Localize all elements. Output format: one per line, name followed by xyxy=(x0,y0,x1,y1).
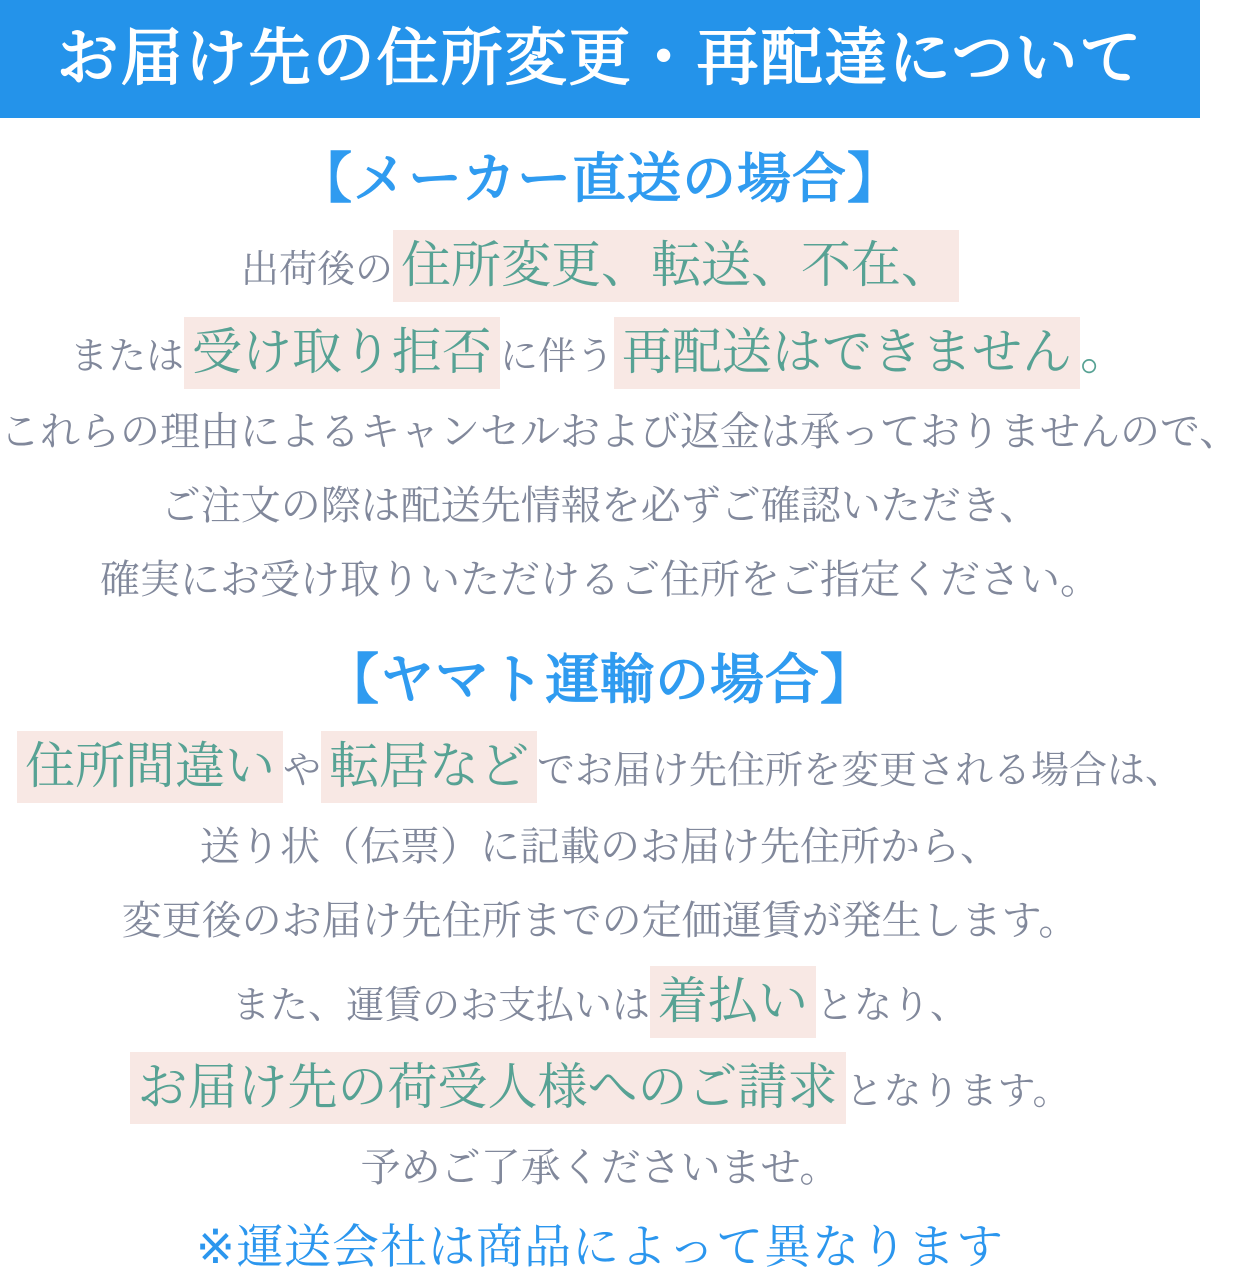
text-segment: となり、 xyxy=(816,984,969,1027)
text-segment: や xyxy=(282,750,321,793)
text-line xyxy=(0,896,1200,946)
text-segment: 変更後のお届け先住所までの定価運賃が発生します。 xyxy=(121,898,1079,943)
title-banner xyxy=(0,0,1200,118)
text-line xyxy=(0,407,1239,457)
text-segment: 予めご了承くださいませ。 xyxy=(360,1145,840,1190)
notice-content xyxy=(0,118,1239,1275)
text-segment: に伴う xyxy=(500,335,615,378)
section-heading-yamato: 【ヤマト運輸の場合】 xyxy=(325,650,875,711)
text-segment: または xyxy=(69,335,184,378)
highlight-segment: 転居など xyxy=(321,731,537,803)
highlight-segment: お届け先の荷受人様へのご請求 xyxy=(130,1052,846,1124)
text-segment: 。 xyxy=(1080,323,1131,380)
text-line xyxy=(0,481,1200,531)
text-segment: となります。 xyxy=(845,1071,1071,1114)
section-heading-maker-direct: 【メーカー直送の場合】 xyxy=(298,149,902,209)
text-line xyxy=(0,1143,1200,1193)
text-segment: 出荷後の xyxy=(240,249,393,292)
highlight-segment: 受け取り拒否 xyxy=(184,317,500,389)
text-line xyxy=(0,555,1200,605)
text-segment: でお届け先住所を変更される場合は、 xyxy=(537,750,1184,793)
highlight-segment: 再配送はできません xyxy=(614,317,1080,389)
text-segment: これらの理由によるキャンセルおよび返金は承っておりませんので、 xyxy=(0,410,1239,455)
text-segment: 送り状（伝票）に記載のお届け先住所から、 xyxy=(200,824,1000,869)
text-line xyxy=(0,321,1200,384)
text-segment: また、運賃のお支払いは xyxy=(231,984,650,1027)
highlight-segment: 住所変更、転送、不在、 xyxy=(393,230,959,302)
page-title: お届け先の住所変更・再配達について xyxy=(56,24,1144,93)
text-line xyxy=(0,1056,1200,1119)
text-segment: ご注文の際は配送先情報を必ずご確認いただき、 xyxy=(160,484,1040,529)
highlight-segment: 着払い xyxy=(650,966,816,1038)
text-line xyxy=(0,822,1200,872)
text-line xyxy=(0,735,1200,798)
text-line xyxy=(0,234,1200,297)
text-line xyxy=(0,970,1200,1033)
text-segment: 確実にお受け取りいただけるご住所をご指定ください。 xyxy=(100,558,1100,603)
carrier-note: ※運送会社は商品によって異なります xyxy=(195,1219,1005,1273)
highlight-segment: 住所間違い xyxy=(17,731,283,803)
